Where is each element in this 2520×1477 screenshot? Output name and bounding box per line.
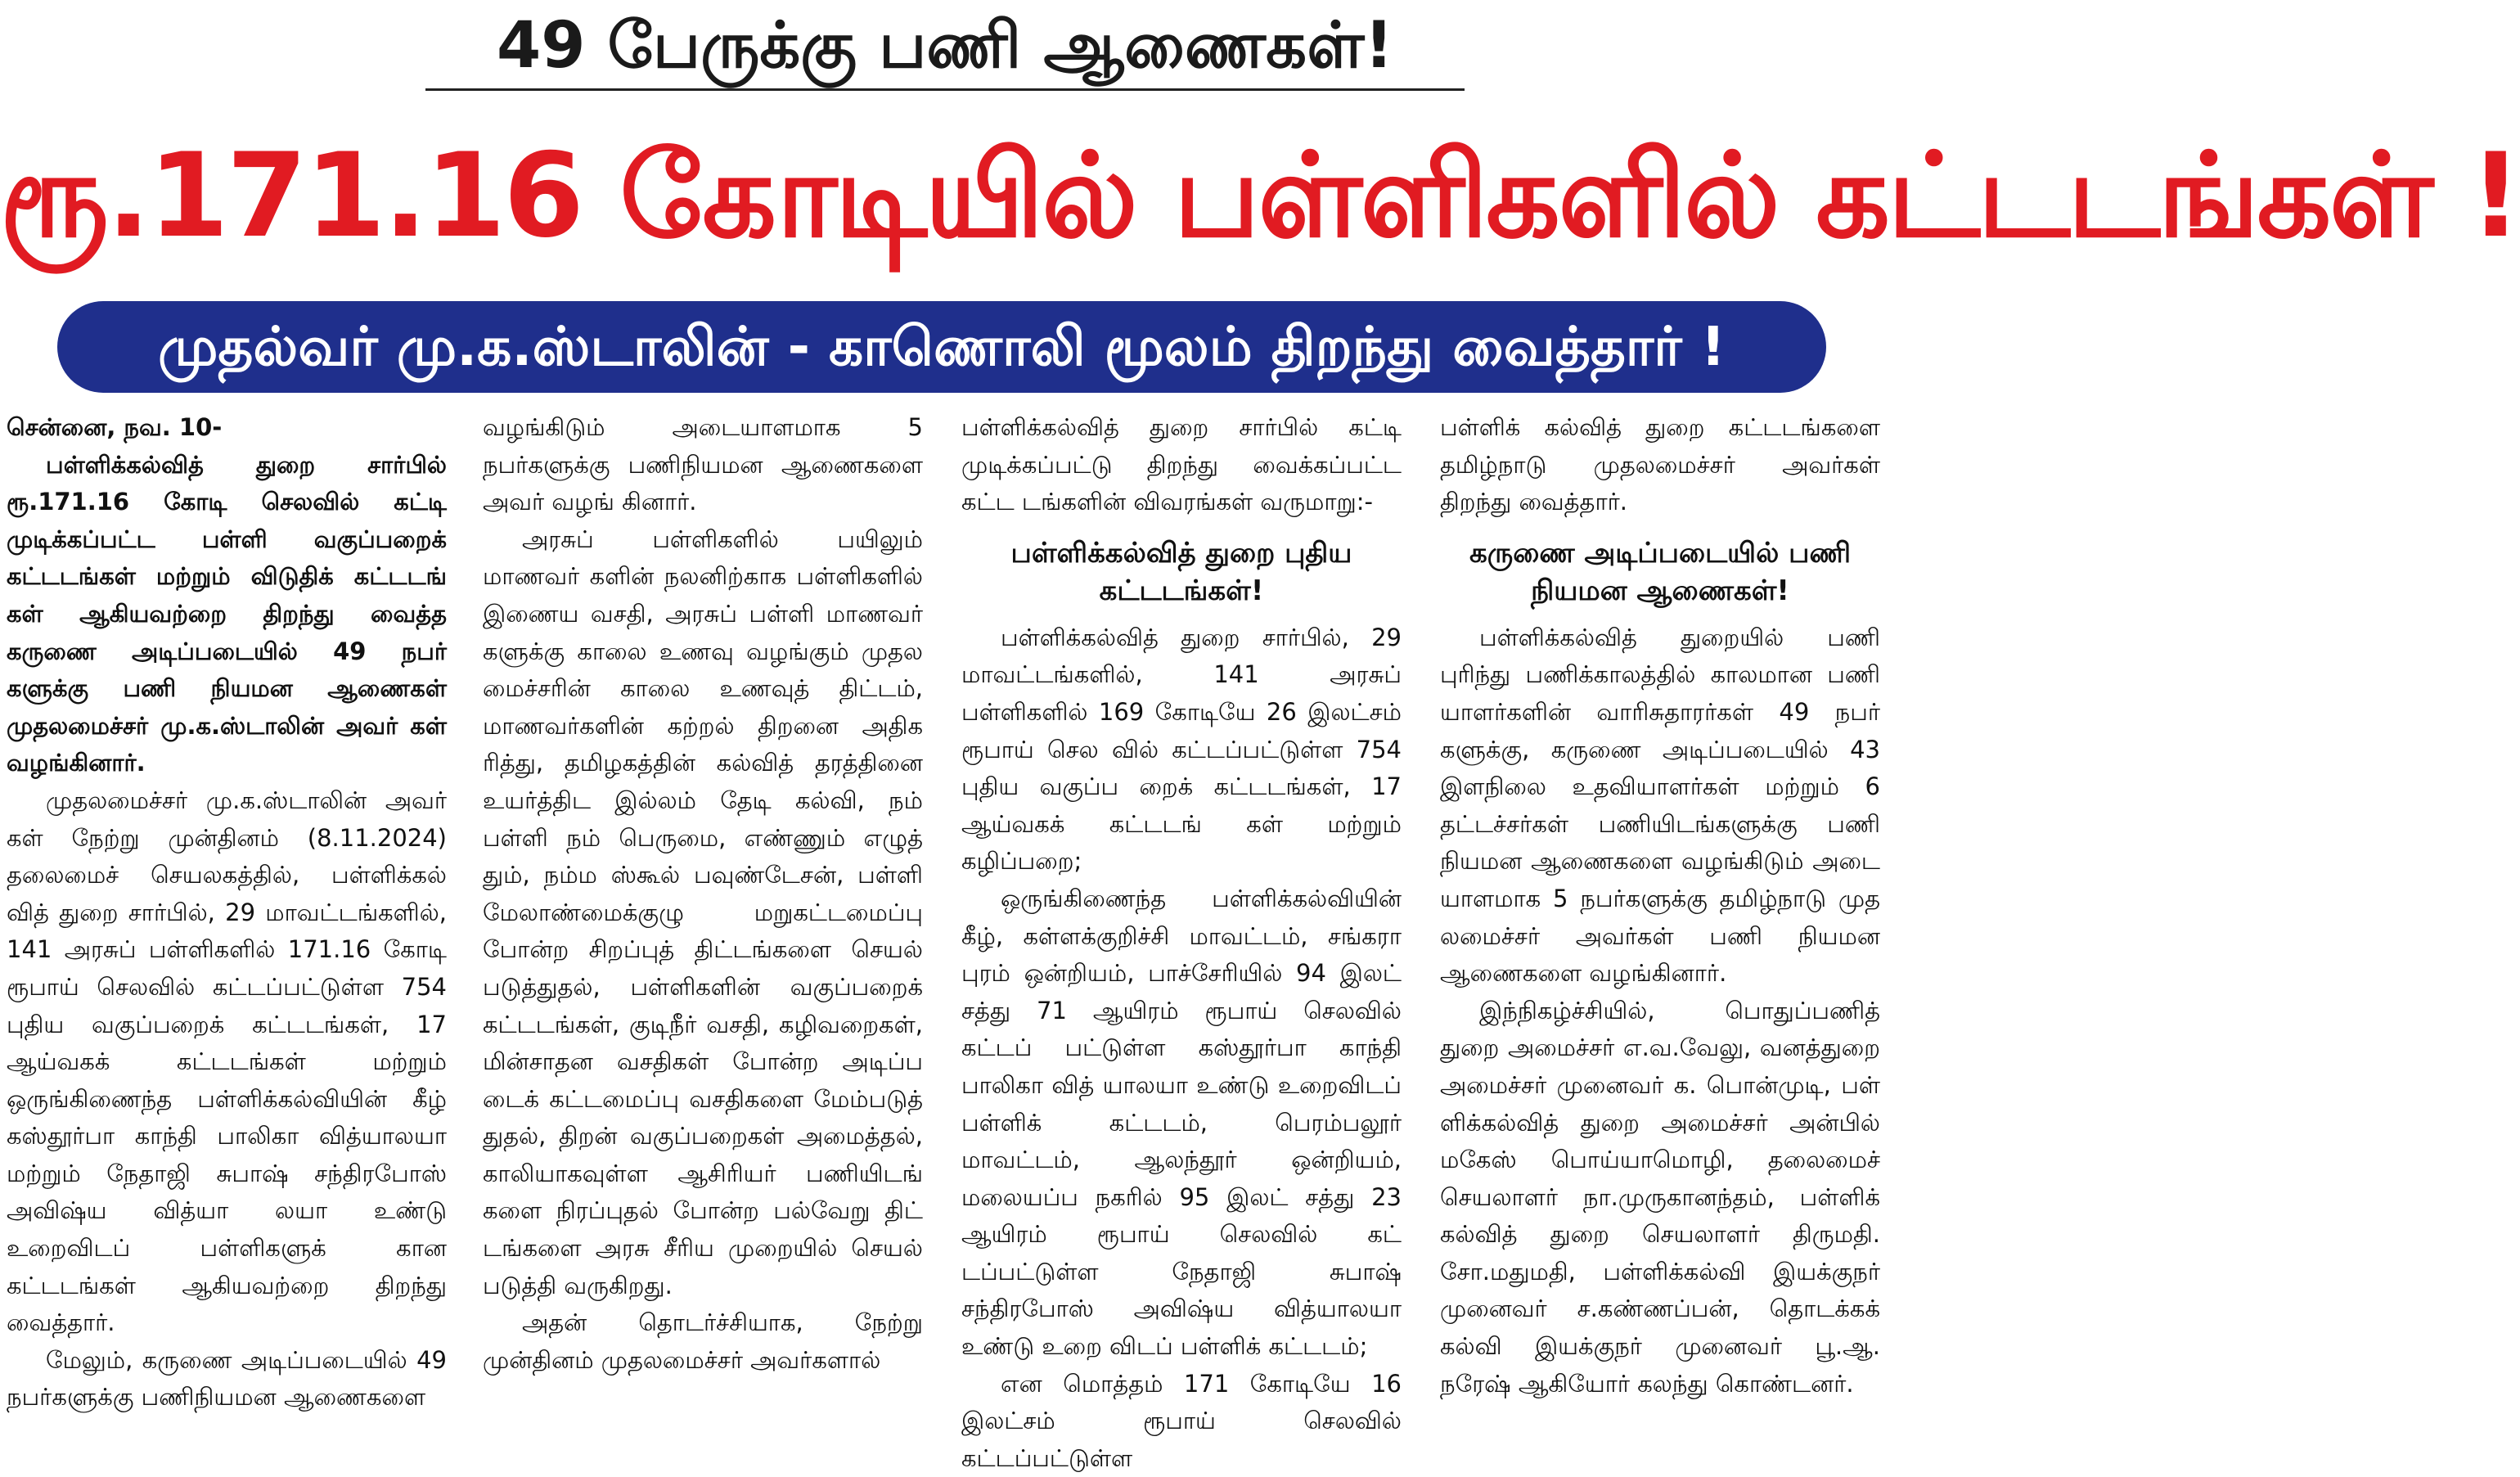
dateline: சென்னை, நவ. 10- [7, 413, 223, 441]
subheadline-banner [57, 301, 1826, 393]
article-column-1 [7, 409, 447, 1412]
article-column-3 [961, 409, 1402, 1472]
article-column-2 [483, 409, 923, 1407]
body-paragraph: வழங்கிடும் அடையாளமாக 5 நபர்களுக்கு பணிநியமன ஆணைகளை அவர் வழங் கினார். [483, 413, 923, 516]
main-headline: ரூ.171.16 கோடியில் பள்ளிகளில் கட்டடங்கள் ! [0, 128, 2520, 263]
body-paragraph: பள்ளிக் கல்வித் துறை கட்டடங்களை தமிழ்நாடு முதலமைச்சர் அவர்கள் திறந்து வைத்தார். [1440, 413, 1880, 516]
kicker-underline [425, 88, 1465, 91]
body-paragraph: பள்ளிக்கல்வித் துறை சார்பில் கட்டி முடிக்கப்பட்டு திறந்து வைக்கப்பட்ட கட்ட டங்களின் விவரங்கள் வருமாறு:- [961, 413, 1402, 516]
body-paragraph: மேலும், கருணை அடிப்படையில் 49 நபர்களுக்கு பணிநியமன ஆணைகளை [7, 1345, 447, 1412]
body-paragraph: ஒருங்கிணைந்த பள்ளிக்கல்வியின் கீழ், கள்ளக்குறிச்சி மாவட்டம், சங்கரா புரம் ஒன்றியம், பாச்சேரியில் 94 இலட் சத்து 71 ஆயிரம் ரூபாய் செலவில் கட்டப் பட்டுள்ள கஸ்தூர்பா காந்தி பாலிகா வித் யாலயா உண்டு உறைவிடப் பள்ளிக் கட்டடம், பெரம்பலூர் மாவட்டம், ஆலந்தூர் ஒன்றியம், மலையப்ப நகரில் 95 இலட் சத்து 23 ஆயிரம் ரூபாய் செலவில் கட் டப்பட்டுள்ள நேதாஜி சுபாஷ் சந்திரபோஸ் அவிஷ்ய வித்யாலயா உண்டு உறை விடப் பள்ளிக் கட்டடம்; [961, 884, 1402, 1361]
section-subheading: கருணை அடிப்படையில் பணி நியமன ஆணைகள்! [1469, 536, 1852, 607]
article-column-4 [1440, 409, 1880, 1407]
lead-paragraph: பள்ளிக்கல்வித் துறை சார்பில் ரூ.171.16 கோடி செலவில் கட்டி முடிக்கப்பட்ட பள்ளி வகுப்பறைக் கட்டடங்கள் மற்றும் விடுதிக் கட்டடங் கள் ஆகியவற்றை திறந்து வைத்த கருணை அடிப்படையில் 49 நபர் களுக்கு பணி நியமன ஆணைகள் முதலமைச்சர் மு.க.ஸ்டாலின் அவர் கள் வழங்கினார். [7, 450, 447, 777]
banner-text: முதல்வர் மு.க.ஸ்டாலின் - காணொலி மூலம் திறந்து வைத்தார் ! [158, 315, 1726, 378]
body-paragraph: அதன் தொடர்ச்சியாக, நேற்று முன்தினம் முதலமைச்சர் அவர்களால் [483, 1308, 923, 1374]
body-paragraph: பள்ளிக்கல்வித் துறையில் பணி புரிந்து பணிக்காலத்தில் காலமான பணி யாளர்களின் வாரிசுதாரர்கள் 49 நபர் களுக்கு, கருணை அடிப்படையில் 43 இளநிலை உதவியாளர்கள் மற்றும் 6 தட்டச்சர்கள் பணியிடங்களுக்கு பணி நியமன ஆணைகளை வழங்கிடும் அடை யாளமாக 5 நபர்களுக்கு தமிழ்நாடு முத லமைச்சர் அவர்கள் பணி நியமன ஆணைகளை வழங்கினார். [1440, 623, 1880, 988]
kicker-heading: 49 பேருக்கு பணி ஆணைகள்! [496, 9, 1394, 83]
section-subheading: பள்ளிக்கல்வித் துறை புதிய கட்டடங்கள்! [1010, 536, 1352, 607]
body-paragraph: பள்ளிக்கல்வித் துறை சார்பில், 29 மாவட்டங்களில், 141 அரசுப் பள்ளிகளில் 169 கோடியே 26 இலட்சம் ரூபாய் செல வில் கட்டப்பட்டுள்ள 754 புதிய வகுப்ப றைக் கட்டடங்கள், 17 ஆய்வகக் கட்டடங் கள் மற்றும் கழிப்பறை; [961, 623, 1402, 876]
body-paragraph: முதலமைச்சர் மு.க.ஸ்டாலின் அவர் கள் நேற்று முன்தினம் (8.11.2024) தலைமைச் செயலகத்தில், பள்ளிக்கல் வித் துறை சார்பில், 29 மாவட்டங்களில், 141 அரசுப் பள்ளிகளில் 171.16 கோடி ரூபாய் செலவில் கட்டப்பட்டுள்ள 754 புதிய வகுப்பறைக் கட்டடங்கள், 17 ஆய்வகக் கட்டடங்கள் மற்றும் ஒருங்கிணைந்த பள்ளிக்கல்வியின் கீழ் கஸ்தூர்பா காந்தி பாலிகா வித்யாலயா மற்றும் நேதாஜி சுபாஷ் சந்திரபோஸ் அவிஷ்ய வித்யா லயா உண்டு உறைவிடப் பள்ளிகளுக் கான கட்டடங்கள் ஆகியவற்றை திறந்து வைத்தார். [7, 786, 447, 1337]
body-paragraph: என மொத்தம் 171 கோடியே 16 இலட்சம் ரூபாய் செலவில் கட்டப்பட்டுள்ள [961, 1369, 1402, 1472]
body-paragraph: அரசுப் பள்ளிகளில் பயிலும் மாணவர் களின் நலனிற்காக பள்ளிகளில் இணைய வசதி, அரசுப் பள்ளி மாணவர் களுக்கு காலை உணவு வழங்கும் முதல மைச்சரின் காலை உணவுத் திட்டம், மாணவர்களின் கற்றல் திறனை அதிக ரித்து, தமிழகத்தின் கல்வித் தரத்தினை உயர்த்திட இல்லம் தேடி கல்வி, நம் பள்ளி நம் பெருமை, எண்ணும் எழுத் தும், நம்ம ஸ்கூல் பவுண்டேசன், பள்ளி மேலாண்மைக்குழு மறுகட்டமைப்பு போன்ற சிறப்புத் திட்டங்களை செயல் படுத்துதல், பள்ளிகளின் வகுப்பறைக் கட்டடங்கள், குடிநீர் வசதி, கழிவறைகள், மின்சாதன வசதிகள் போன்ற அடிப்ப டைக் கட்டமைப்பு வசதிகளை மேம்படுத் துதல், திறன் வகுப்பறைகள் அமைத்தல், காலியாகவுள்ள ஆசிரியர் பணியிடங் களை நிரப்புதல் போன்ற பல்வேறு திட் டங்களை அரசு சீரிய முறையில் செயல் படுத்தி வருகிறது. [483, 525, 923, 1299]
body-paragraph: இந்நிகழ்ச்சியில், பொதுப்பணித் துறை அமைச்சர் எ.வ.வேலு, வனத்துறை அமைச்சர் முனைவர் க. பொன்முடி, பள் ளிக்கல்வித் துறை அமைச்சர் அன்பில் மகேஸ் பொய்யாமொழி, தலைமைச் செயலாளர் நா.முருகானந்தம், பள்ளிக் கல்வித் துறை செயலாளர் திருமதி. சோ.மதுமதி, பள்ளிக்கல்வி இயக்குநர் முனைவர் ச.கண்ணப்பன், தொடக்கக் கல்வி இயக்குநர் முனைவர் பூ.ஆ. நரேஷ் ஆகியோர் கலந்து கொண்டனர். [1440, 996, 1880, 1398]
